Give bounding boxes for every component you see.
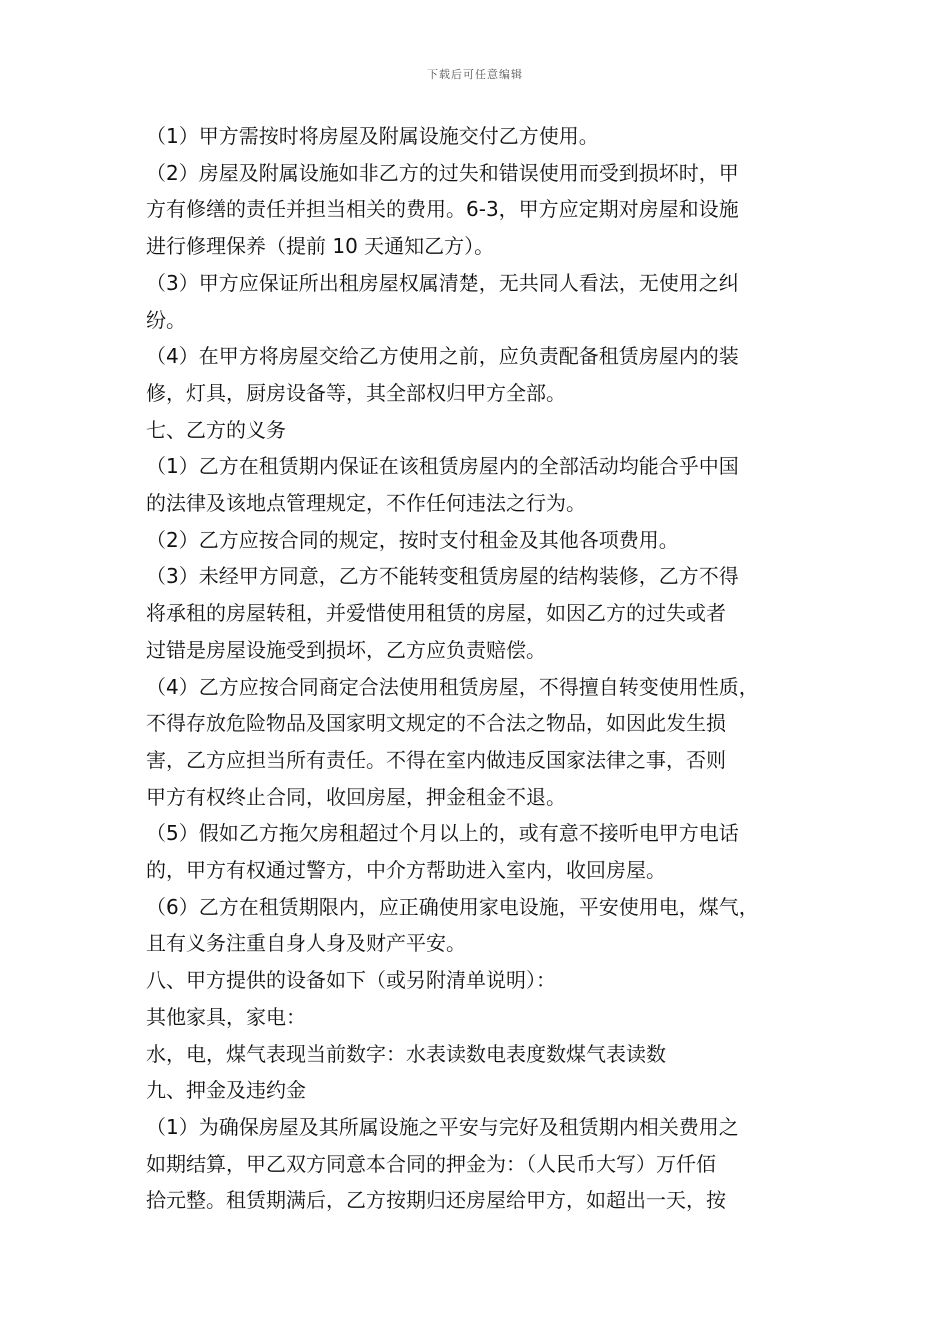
text-line: （3）甲方应保证所出租房屋权属清楚，无共同人看法，无使用之纠 (146, 270, 739, 295)
text-line: 水，电，煤气表现当前数字：水表读数电表度数煤气表读数 (146, 1041, 666, 1066)
text-line: 方有修缮的责任并担当相关的费用。6-3，甲方应定期对房屋和设施 (146, 197, 739, 222)
text-line: 不得存放危险物品及国家明文规定的不合法之物品，如因此发生损 (146, 711, 726, 736)
document-body (146, 118, 826, 1219)
text-line: （1）为确保房屋及其所属设施之平安与完好及租赁期内相关费用之 (146, 1114, 739, 1139)
text-line: 其他家具，家电： (146, 1004, 306, 1029)
text-line: 过错是房屋设施受到损坏，乙方应负责赔偿。 (146, 637, 546, 662)
text-line: 如期结算，甲乙双方同意本合同的押金为：（人民币大写）万仟佰 (146, 1151, 716, 1176)
page-header: 下载后可任意编辑 (427, 68, 523, 81)
text-line: （1）甲方需按时将房屋及附属设施交付乙方使用。 (146, 124, 599, 148)
text-line: 的法律及该地点管理规定，不作任何违法之行为。 (146, 491, 586, 516)
section-heading: 九、押金及违约金 (146, 1078, 306, 1103)
section-heading: 八、甲方提供的设备如下（或另附清单说明）： (146, 968, 556, 993)
text-line: 拾元整。租赁期满后，乙方按期归还房屋给甲方，如超出一天，按 (146, 1188, 726, 1213)
text-line: （3）未经甲方同意，乙方不能转变租赁房屋的结构装修，乙方不得 (146, 564, 739, 589)
text-line: 且有义务注重自身人身及财产平安。 (146, 931, 466, 956)
text-line: （1）乙方在租赁期内保证在该租赁房屋内的全部活动均能合乎中国 (146, 454, 739, 479)
text-line: （4）乙方应按合同商定合法使用租赁房屋，不得擅自转变使用性质， (146, 674, 759, 699)
text-line: （2）房屋及附属设施如非乙方的过失和错误使用而受到损坏时，甲 (146, 160, 739, 185)
text-line: （4）在甲方将房屋交给乙方使用之前，应负责配备租赁房屋内的装 (146, 344, 739, 369)
text-line: （5）假如乙方拖欠房租超过个月以上的，或有意不接听电甲方电话 (146, 821, 739, 846)
section-heading: 七、乙方的义务 (146, 417, 286, 442)
text-line: 甲方有权终止合同，收回房屋，押金租金不退。 (146, 784, 566, 809)
text-line: 将承租的房屋转租，并爱惜使用租赁的房屋，如因乙方的过失或者 (146, 601, 726, 626)
text-line: 害，乙方应担当所有责任。不得在室内做违反国家法律之事，否则 (146, 747, 726, 772)
text-line: 修，灯具，厨房设备等，其全部权归甲方全部。 (146, 380, 566, 405)
text-line: 的，甲方有权通过警方，中介方帮助进入室内，收回房屋。 (146, 858, 666, 883)
text-line: 进行修理保养（提前 10 天通知乙方）。 (146, 234, 495, 259)
text-line: （2）乙方应按合同的规定，按时支付租金及其他各项费用。 (146, 527, 679, 552)
text-line: （6）乙方在租赁期限内，应正确使用家电设施，平安使用电，煤气， (146, 894, 759, 919)
text-line: 纷。 (146, 307, 186, 332)
